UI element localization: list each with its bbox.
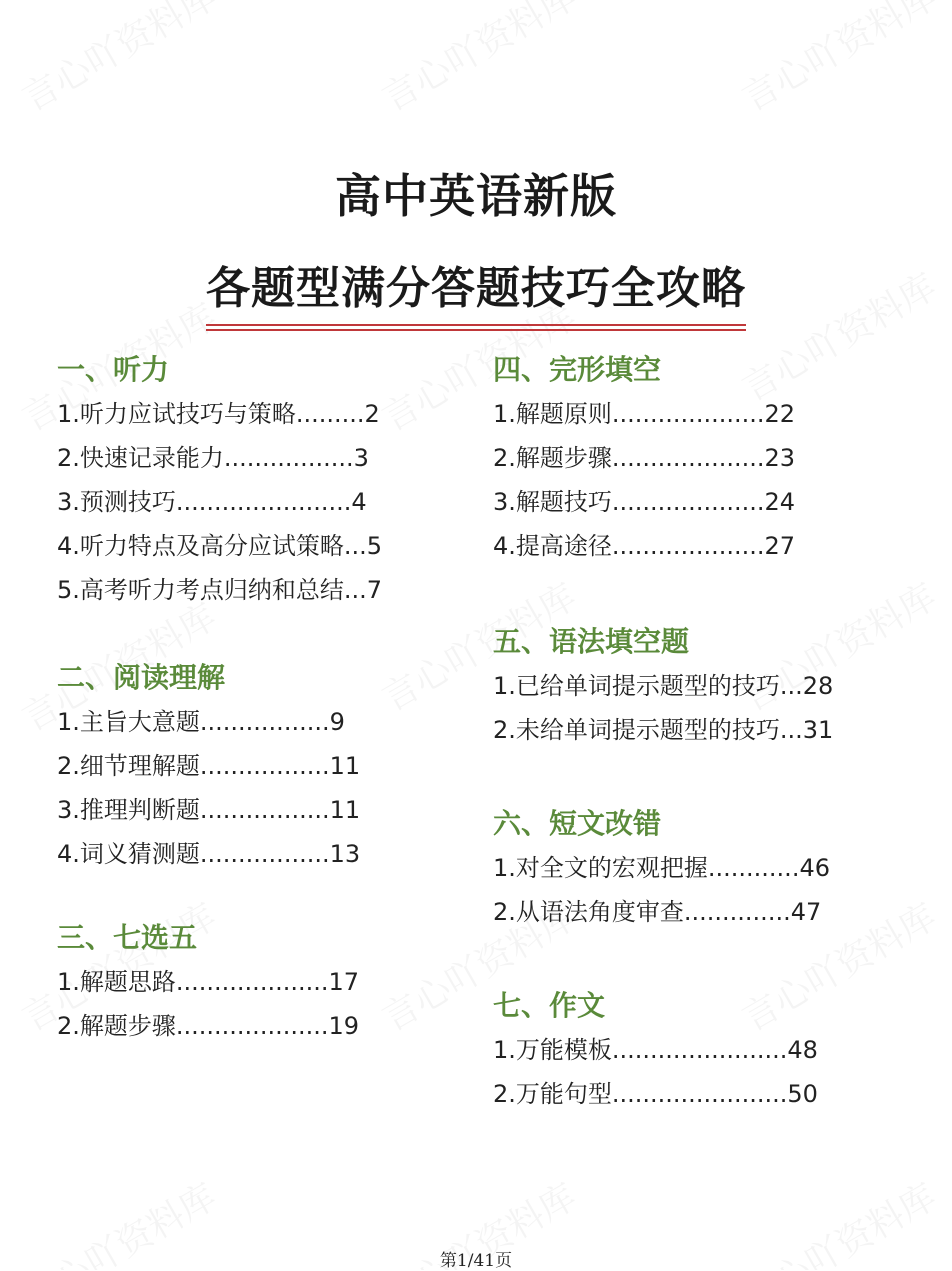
document-title [0, 160, 952, 326]
toc-entry[interactable]: 2.细节理解题.................11 [57, 752, 361, 780]
section-heading: 七、作文 [493, 989, 606, 1022]
toc-entry[interactable]: 4.提高途径....................27 [493, 532, 796, 560]
toc-entry[interactable]: 2.从语法角度审查..............47 [493, 898, 822, 926]
toc-entry[interactable]: 2.万能句型.......................50 [493, 1080, 818, 1108]
watermark-text [372, 0, 585, 122]
title-line-2-wrapper [206, 252, 746, 326]
toc-right-column [493, 348, 913, 1116]
toc-entry[interactable]: 3.预测技巧.......................4 [57, 488, 367, 516]
toc-section-reading [57, 656, 477, 876]
toc-entry[interactable]: 4.词义猜测题.................13 [57, 840, 361, 868]
toc-section-cloze [493, 348, 913, 568]
toc-entry[interactable]: 1.已给单词提示题型的技巧...28 [493, 672, 834, 700]
toc-entry[interactable]: 3.解题技巧....................24 [493, 488, 796, 516]
watermark-text [12, 0, 225, 122]
toc-section-error-correction [493, 802, 913, 934]
section-heading: 三、七选五 [57, 921, 198, 954]
toc-entry[interactable]: 5.高考听力考点归纳和总结...7 [57, 576, 383, 604]
section-heading: 四、完形填空 [493, 353, 662, 386]
section-heading: 六、短文改错 [493, 807, 662, 840]
section-heading: 二、阅读理解 [57, 661, 226, 694]
toc-entry[interactable]: 4.听力特点及高分应试策略...5 [57, 532, 383, 560]
title-line-2: 各题型满分答题技巧全攻略 [206, 263, 746, 314]
page-number: 第1/41页 [439, 1251, 513, 1271]
toc-entry[interactable]: 2.未给单词提示题型的技巧...31 [493, 716, 834, 744]
toc-section-seven-choose-five [57, 916, 477, 1048]
section-heading: 一、听力 [57, 353, 170, 386]
toc-entry[interactable]: 1.听力应试技巧与策略.........2 [57, 400, 380, 428]
toc-entry[interactable]: 3.推理判断题.................11 [57, 796, 361, 824]
toc-entry[interactable]: 2.快速记录能力.................3 [57, 444, 369, 472]
toc-entry[interactable]: 1.对全文的宏观把握............46 [493, 854, 830, 882]
toc-section-writing [493, 984, 913, 1116]
toc-entry[interactable]: 1.解题原则....................22 [493, 400, 796, 428]
toc-entry[interactable]: 1.主旨大意题.................9 [57, 708, 345, 736]
section-heading: 五、语法填空题 [493, 625, 690, 658]
toc-entry[interactable]: 2.解题步骤....................23 [493, 444, 796, 472]
toc-section-grammar-fill [493, 620, 913, 752]
title-underline-secondary [206, 329, 746, 331]
toc-left-column [57, 348, 477, 1048]
toc-section-listening [57, 348, 477, 612]
watermark-text [732, 0, 945, 122]
toc-entry[interactable]: 2.解题步骤....................19 [57, 1012, 360, 1040]
toc-entry[interactable]: 1.万能模板.......................48 [493, 1036, 818, 1064]
title-line-1: 高中英语新版 [335, 169, 617, 223]
toc-entry[interactable]: 1.解题思路....................17 [57, 968, 360, 996]
title-underline [206, 324, 746, 326]
